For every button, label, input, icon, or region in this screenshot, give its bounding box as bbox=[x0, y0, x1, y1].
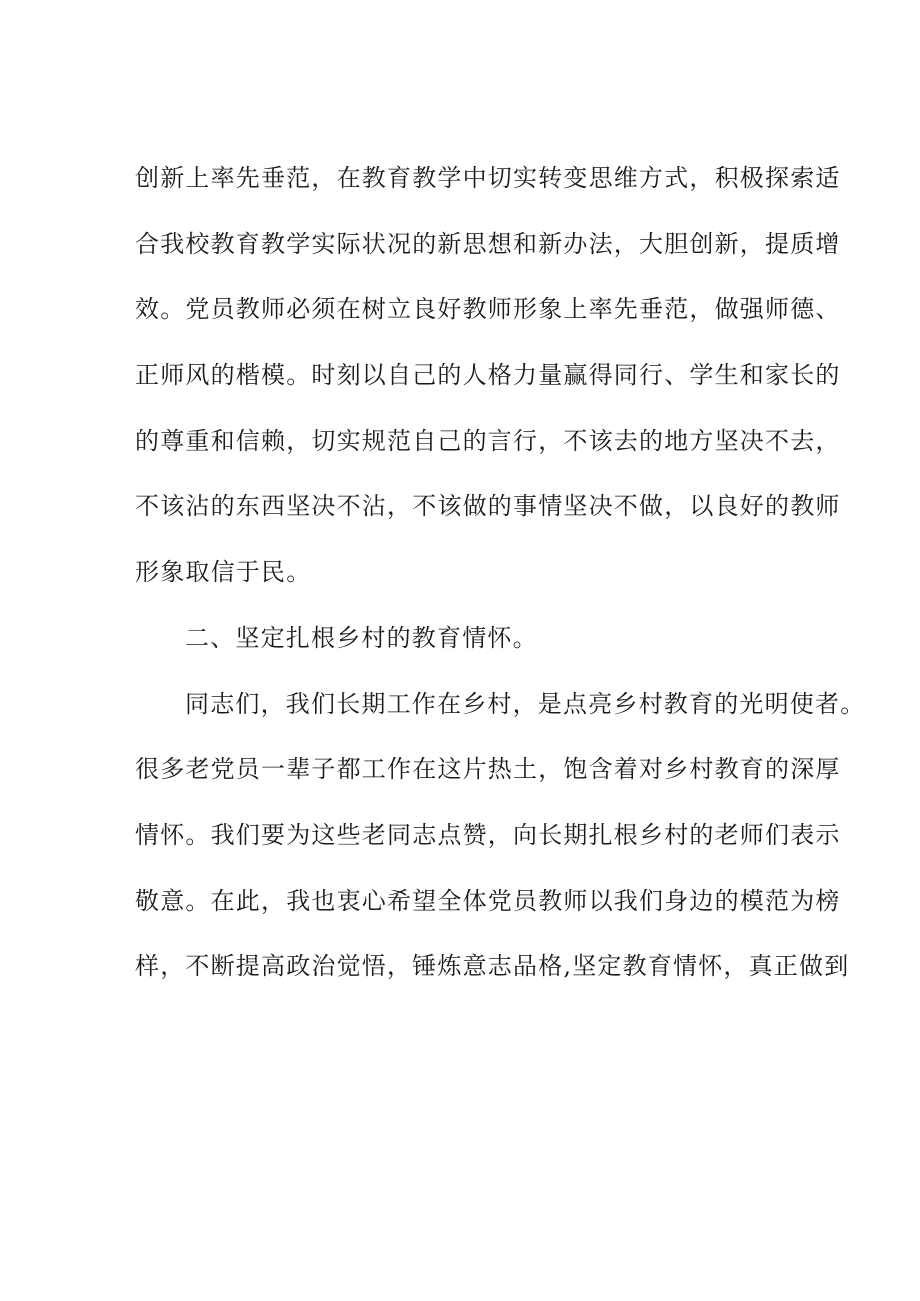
text-line: 正师风的楷模。时刻以自己的人格力量赢得同行、学生和家长的 bbox=[135, 361, 841, 390]
text-line: 同志们，我们长期工作在乡村，是点亮乡村教育的光明使者。 bbox=[185, 689, 866, 718]
text-line: 很多老党员一辈子都工作在这片热土，饱含着对乡村教育的深厚 bbox=[135, 755, 841, 784]
text-line: 不该沾的东西坚决不沾，不该做的事情坚决不做，以良好的教师 bbox=[135, 492, 841, 521]
body-text bbox=[135, 152, 866, 1006]
text-line: 的尊重和信赖，切实规范自己的言行，不该去的地方坚决不去， bbox=[135, 426, 841, 455]
text-line: 样，不断提高政治觉悟，锤炼意志品格,坚定教育情怀，真正做到 bbox=[135, 952, 850, 981]
text-line: 效。党员教师必须在树立良好教师形象上率先垂范，做强师德、 bbox=[135, 295, 841, 324]
text-line: 敬意。在此，我也衷心希望全体党员教师以我们身边的模范为榜 bbox=[135, 886, 841, 915]
text-line: 创新上率先垂范，在教育教学中切实转变思维方式，积极探索适 bbox=[135, 164, 841, 192]
text-line: 形象取信于民。 bbox=[135, 558, 312, 587]
text-line: 合我校教育教学实际状况的新思想和新办法，大胆创新，提质增 bbox=[135, 229, 841, 258]
section-heading: 二、坚定扎根乡村的教育情怀。 bbox=[185, 623, 538, 652]
text-line: 情怀。我们要为这些老同志点赞，向长期扎根乡村的老师们表示 bbox=[135, 820, 841, 849]
